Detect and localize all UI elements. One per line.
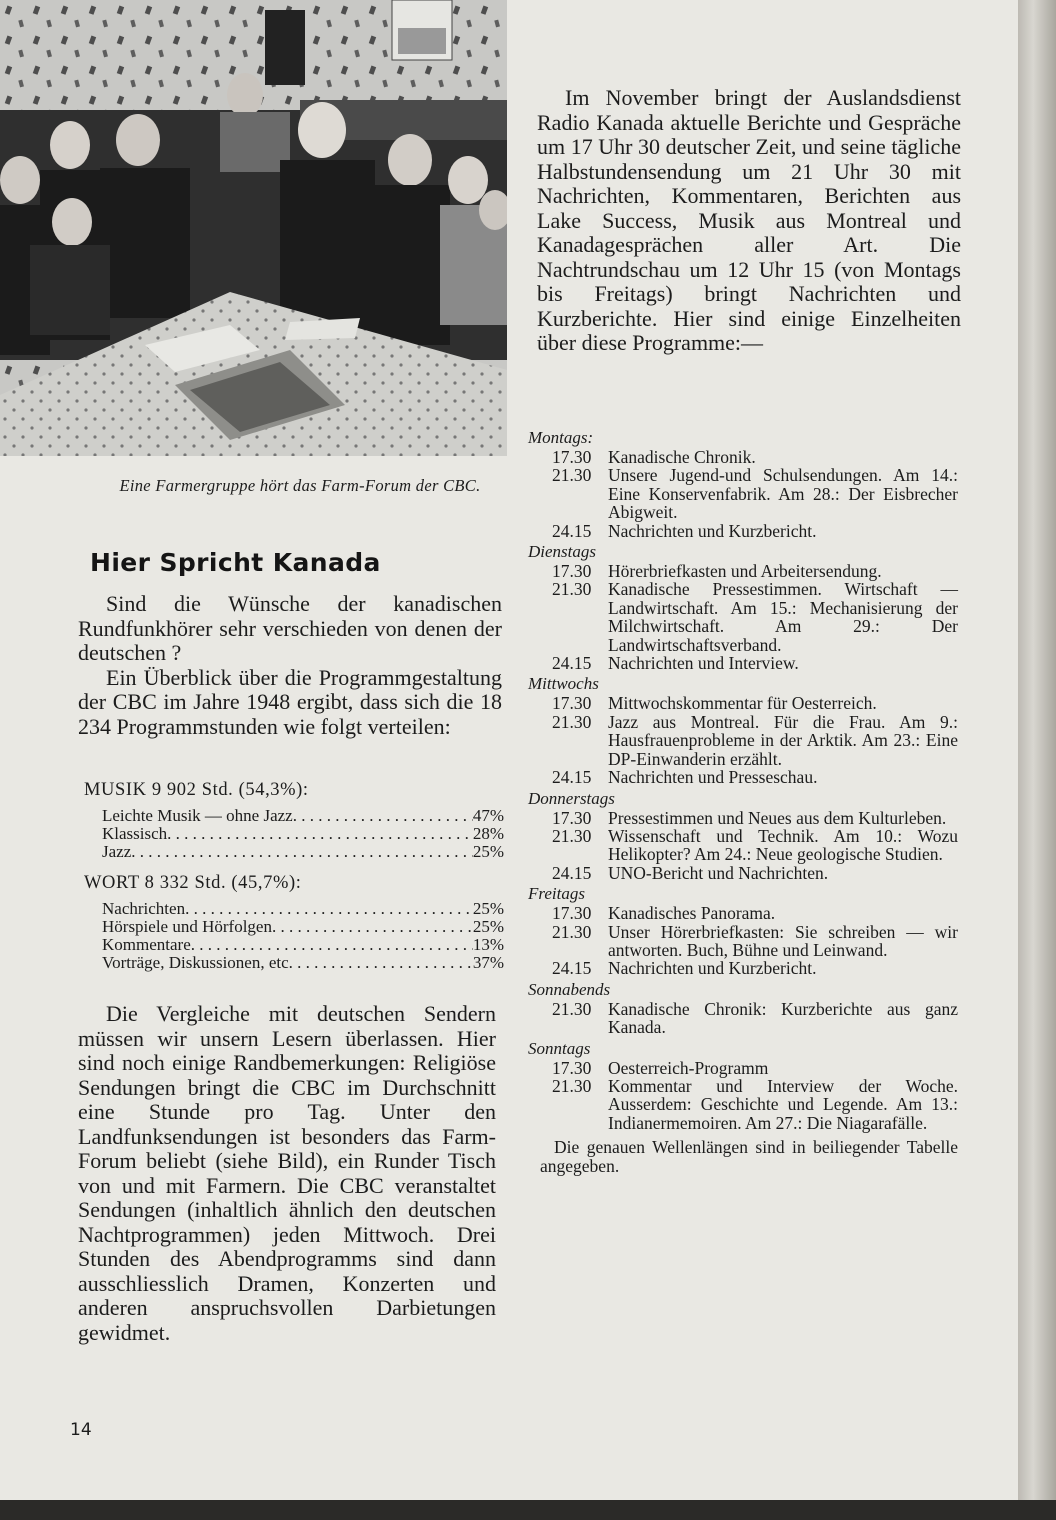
right-intro-paragraph: Im November bringt der Auslandsdienst Radio Kanada aktuelle Berichte und Gespräche um 17 Uhr 30 deutscher Zeit, und seine tägliche Halbstundensendung um 21 Uhr 30 mit Nachrichten, Kommentaren, Berichten aus Lake Success, Musik aus Montreal und Kanadagesprächen aller Art. Die Nachtrundschau um 12 Uhr 15 (von Montags bis Freitags) bringt Nachrichten und Kurzberichte. Hier sind einige Einzelheiten über diese Programme:— (537, 85, 961, 355)
entry-time: 24.15 (552, 520, 592, 541)
schedule-entry (552, 959, 958, 977)
photo-illustration (0, 0, 507, 456)
stat-value: 37% (472, 953, 504, 972)
entry-text: Wissenschaft und Technik. Am 10.: Wozu Helikopter? Am 24.: Neue geologische Studien. (608, 825, 958, 865)
entry-time: 21.30 (552, 465, 592, 486)
stat-value: 25% (472, 917, 504, 936)
schedule-entry (552, 864, 958, 882)
stat-label: Jazz (102, 842, 132, 861)
entry-time: 24.15 (552, 653, 592, 674)
schedule-entry (552, 768, 958, 786)
stat-label: Hörspiele und Hörfolgen (102, 917, 272, 936)
entry-time: 24.15 (552, 862, 592, 883)
entry-time: 17.30 (552, 807, 592, 828)
page-spine (1018, 0, 1056, 1520)
entry-text: Kanadische Chronik. (608, 447, 756, 467)
schedule-entry (552, 694, 958, 712)
stat-value: 13% (472, 935, 504, 954)
left-outro (78, 1002, 496, 1345)
left-intro (78, 592, 502, 739)
stat-label: Vorträge, Diskussionen, etc (102, 953, 289, 972)
program-statistics (84, 780, 504, 984)
entry-time: 21.30 (552, 825, 592, 846)
stat-row (102, 807, 504, 825)
page-number: 14 (70, 1420, 92, 1440)
schedule-entry (552, 1000, 958, 1037)
entry-time: 17.30 (552, 693, 592, 714)
entry-text: Kanadisches Panorama. (608, 903, 776, 924)
day-heading: Montags: (528, 428, 594, 447)
entry-text: Unser Hörerbriefkasten: Sie schreiben — wir antworten. Buch, Bühne und Leinwand. (608, 921, 958, 960)
intro-paragraph-2: Ein Überblick über die Programmgestaltung der CBC im Jahre 1948 ergibt, dass sich die 18 234 Programmstunden wie folgt verteilen: (78, 664, 502, 739)
stat-row (102, 954, 504, 972)
entry-text: Hörerbriefkasten und Arbeitersendung. (608, 561, 882, 582)
entry-time: 21.30 (552, 579, 592, 600)
schedule-entry (552, 562, 958, 580)
entry-time: 17.30 (552, 561, 592, 582)
entry-text: Kanadische Pressestimmen. Wirtschaft — Landwirtschaft. Am 15.: Mechanisierung der Milchwirtschaft. Am 29.: Der Landwirtschaftsverband. (608, 579, 958, 655)
schedule-entry (552, 1077, 958, 1132)
entry-text: Nachrichten und Kurzbericht. (608, 520, 817, 541)
stat-row (102, 825, 504, 843)
entry-text: Unsere Jugend-und Schulsendungen. Am 14.: Eine Konservenfabrik. Am 28.: Der Eisbrecher Abigweit. (608, 465, 958, 523)
photo-caption: Eine Farmergruppe hört das Farm-Forum der CBC. (119, 476, 481, 495)
entry-text: Mittwochskommentar für Oesterreich. (608, 693, 877, 714)
entry-time: 21.30 (552, 921, 592, 942)
schedule-entry (552, 713, 958, 768)
schedule-entry (552, 827, 958, 864)
entry-text: Nachrichten und Presseschau. (608, 767, 818, 788)
entry-text: Pressestimmen und Neues aus dem Kulturleben. (608, 807, 947, 828)
entry-time: 17.30 (552, 447, 592, 467)
stat-value: 28% (472, 824, 504, 843)
farm-forum-photo (0, 0, 507, 456)
stat-row (102, 936, 504, 954)
day-heading: Donnerstags (528, 788, 615, 808)
day-heading: Sonntags (528, 1038, 591, 1058)
entry-text: Nachrichten und Kurzbericht. (608, 958, 817, 979)
stat-label: Leichte Musik — ohne Jazz (102, 806, 293, 825)
entry-text: Oesterreich-Programm (608, 1057, 769, 1078)
schedule-entry (552, 923, 958, 960)
article-headline: Hier Spricht Kanada (90, 548, 381, 577)
page-bottom-edge (0, 1500, 1056, 1520)
entry-text: Kanadische Chronik: Kurzberichte aus ganz Kanada. (608, 998, 958, 1038)
program-schedule (528, 426, 958, 1175)
schedule-entry (552, 580, 958, 654)
day-heading: Sonnabends (528, 979, 611, 999)
stat-row (102, 900, 504, 918)
schedule-entry (552, 654, 958, 672)
entry-time: 21.30 (552, 1075, 592, 1096)
day-heading: Freitags (528, 884, 585, 904)
stat-heading-musik: MUSIK 9 902 Std. (54,3%): (84, 780, 309, 800)
stat-group-musik (84, 780, 504, 861)
schedule-entry (552, 1059, 958, 1077)
stat-row (102, 843, 504, 861)
entry-time: 24.15 (552, 958, 592, 979)
outro-paragraph: Die Vergleiche mit deutschen Sendern müssen wir unsern Lesern überlassen. Hier sind noch einige Randbemerkungen: Religiöse Sendungen bringt die CBC im Durchschnitt eine Stunde pro Tag. Unter den Landfunksendungen ist besonders das Farm-Forum beliebt (siehe Bild), ein Runder Tisch von und mit Farmern. Die CBC veranstaltet Sendungen (inhaltlich ähnlich den deutschen Nachtprogrammen) jeden Mittwoch. Drei Stunden des Abendprogramms sind dann ausschliesslich Dramen, Konzerten und anderen anspruchsvollen Darbietungen gewidmet. (78, 1001, 496, 1345)
stat-value: 47% (472, 806, 504, 825)
intro-paragraph-1: Sind die Wünsche der kanadischen Rundfunkhörer sehr verschieden von denen der deutschen ? (78, 591, 502, 665)
right-intro (537, 86, 961, 356)
entry-time: 17.30 (552, 903, 592, 924)
stat-group-wort (84, 873, 504, 972)
entry-time: 21.30 (552, 998, 592, 1019)
stat-label: Nachrichten (102, 899, 186, 918)
entry-time: 24.15 (552, 767, 592, 788)
stat-label: Klassisch (102, 824, 168, 843)
day-heading: Dienstags (528, 542, 596, 562)
entry-text: UNO-Bericht und Nachrichten. (608, 862, 829, 883)
entry-time: 21.30 (552, 711, 592, 732)
stat-value: 25% (472, 899, 504, 918)
schedule-entry (552, 466, 958, 521)
schedule-entry (552, 448, 958, 466)
schedule-entry (552, 522, 958, 540)
stat-label: Kommentare (102, 935, 191, 954)
stat-value: 25% (472, 842, 504, 861)
entry-time: 17.30 (552, 1057, 592, 1078)
stat-heading-wort: WORT 8 332 Std. (45,7%): (84, 873, 302, 893)
day-heading: Mittwochs (528, 674, 599, 694)
entry-text: Kommentar und Interview der Woche. Ausserdem: Geschichte und Legende. Am 13.: Indianermemoiren. Am 27.: Die Niagarafälle. (608, 1075, 958, 1133)
stat-row (102, 918, 504, 936)
entry-text: Nachrichten und Interview. (608, 653, 799, 674)
wavelength-footnote: Die genauen Wellenlängen sind in beiliegender Tabelle angegeben. (540, 1137, 958, 1176)
schedule-entry (552, 809, 958, 827)
entry-text: Jazz aus Montreal. Für die Frau. Am 9.: Hausfrauenprobleme in der Arktik. Am 23.: Eine DP-Einwanderin erzählt. (608, 711, 958, 769)
schedule-entry (552, 904, 958, 922)
